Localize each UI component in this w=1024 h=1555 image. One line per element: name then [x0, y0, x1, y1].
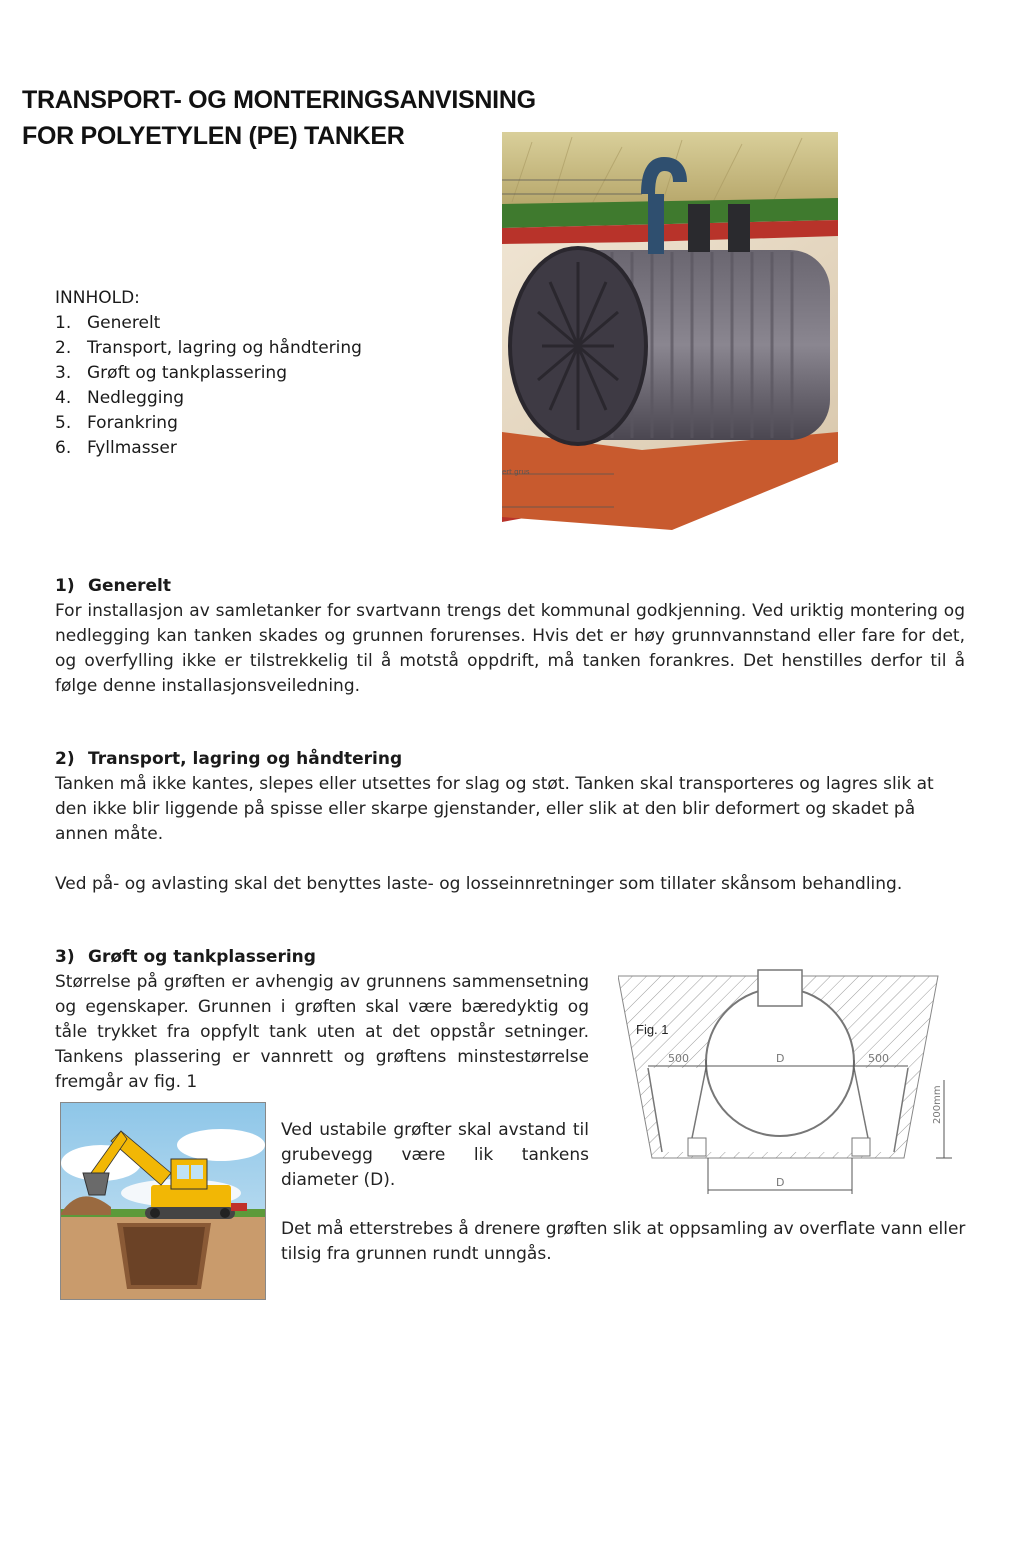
section-text: Ved ustabile grøfter skal avstand til grubevegg være lik tankens diameter (D).	[281, 1120, 589, 1190]
svg-text:D: D	[776, 1052, 785, 1065]
title-line-2: FOR POLYETYLEN (PE) TANKER	[22, 122, 405, 150]
svg-text:500: 500	[668, 1052, 689, 1065]
table-of-contents	[55, 286, 362, 461]
title-line-1: TRANSPORT- OG MONTERINGSANVISNING	[22, 86, 536, 114]
svg-text:200mm: 200mm	[932, 1085, 943, 1124]
toc-heading: INNHOLD:	[55, 288, 140, 308]
section-generelt	[55, 574, 965, 699]
tank-illustration	[502, 132, 838, 530]
figure-caption: Fig. 1	[636, 1022, 669, 1037]
section-text: Det må etterstrebes å drenere grøften slik at oppsamling av overflate vann eller tilsig fra grunnen rundt unngås.	[281, 1219, 966, 1264]
svg-text:ert grus: ert grus	[502, 468, 530, 476]
toc-item[interactable]: 2. Transport, lagring og håndtering	[55, 338, 362, 358]
section-groft	[55, 945, 589, 1095]
section-text: Størrelse på grøften er avhengig av grunnens sammensetning og egenskaper. Grunnen i grøften skal være bæredyktig og tåle trykket fra oppfylt tank uten at det oppstår setninger. Tankens plassering er vannrett og grøftens minstestørrelse fremgår av fig. 1	[55, 972, 589, 1092]
toc-item[interactable]: 6. Fyllmasser	[55, 438, 177, 458]
trench-diagram	[618, 962, 958, 1202]
section-text: Tanken må ikke kantes, slepes eller utsettes for slag og støt. Tanken skal transporteres og lagres slik at den ikke blir liggende på spisse eller skarpe gjenstander, eller slik at den blir deformert og skadet på annen måte.	[55, 774, 934, 844]
svg-text:D: D	[776, 1176, 785, 1189]
section-text: Ved på- og avlasting skal det benyttes laste- og losseinnretninger som tillater skånsom behandling.	[55, 874, 903, 894]
toc-item[interactable]: 4. Nedlegging	[55, 388, 185, 408]
section-heading: 2) Transport, lagring og håndtering	[55, 749, 403, 769]
section-heading: 3) Grøft og tankplassering	[55, 947, 316, 967]
toc-item[interactable]: 3. Grøft og tankplassering	[55, 363, 287, 383]
excavator-illustration	[60, 1102, 266, 1300]
section-heading: 1) Generelt	[55, 576, 171, 596]
toc-item[interactable]: 1. Generelt	[55, 313, 161, 333]
svg-text:500: 500	[868, 1052, 889, 1065]
section-text: For installasjon av samletanker for svartvann trengs det kommunal godkjenning. Ved uriktig montering og nedlegging kan tanken skades og grunnen forurenses. Hvis det er høy grunnvannstand eller fare for det, og overfylling ikke er tilstrekkelig til å motstå oppdrift, må tanken forankres. Det henstilles derfor til å følge denne installasjonsveiledning.	[55, 601, 965, 696]
toc-item[interactable]: 5. Forankring	[55, 413, 178, 433]
section-transport	[55, 747, 965, 897]
